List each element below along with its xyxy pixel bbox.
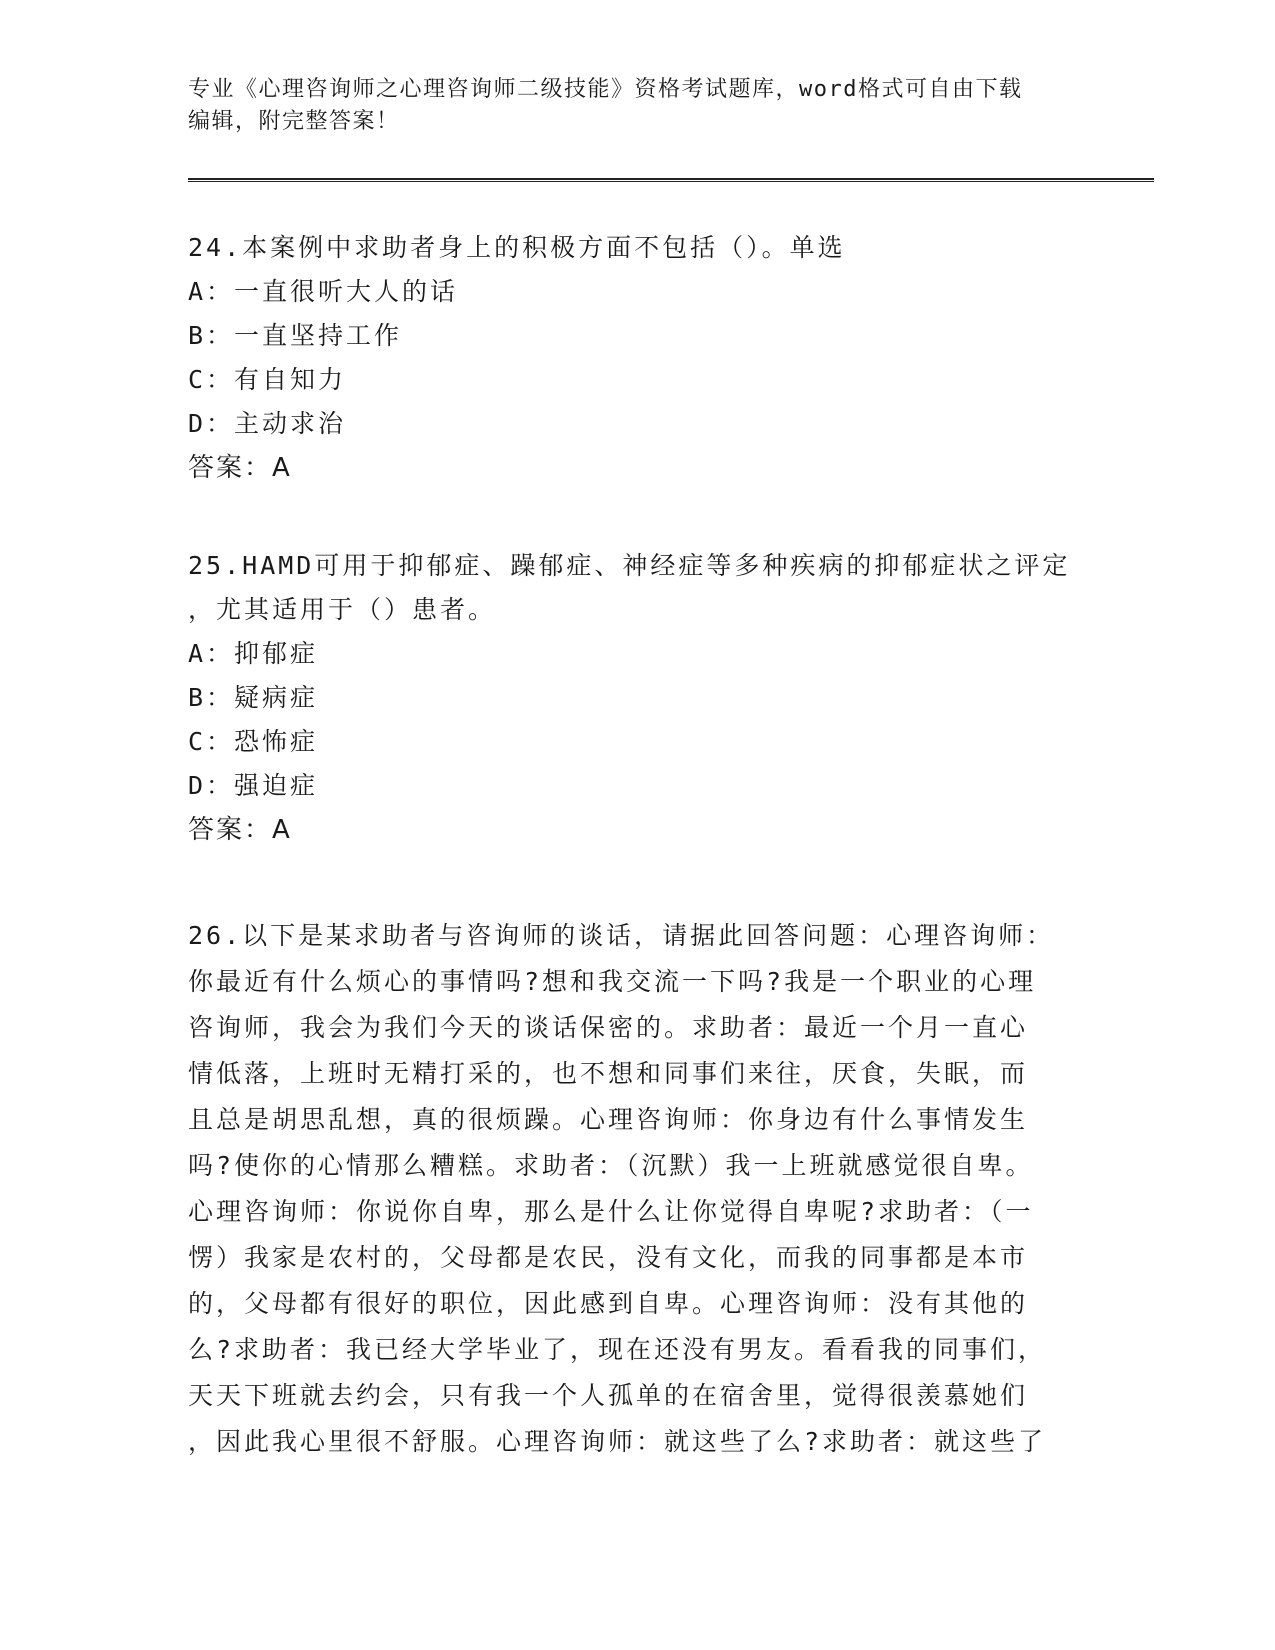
question-25-stem-line-1: 25.HAMD可用于抑郁症、躁郁症、神经症等多种疾病的抑郁症状之评定 (188, 551, 1071, 580)
header-divider (188, 178, 1154, 182)
question-24-option-d: D：主动求治 (188, 409, 347, 438)
header-line-2: 编辑，附完整答案！ (188, 109, 400, 134)
question-26-passage (188, 913, 1088, 1465)
question-25-stem-line-2: ，尤其适用于（）患者。 (188, 595, 497, 624)
document-header (188, 74, 1088, 138)
question-26-line: 你最近有什么烦心的事情吗?想和我交流一下吗?我是一个职业的心理 (188, 967, 1037, 996)
question-25-option-c: C：恐怖症 (188, 727, 319, 756)
question-25-option-a: A：抑郁症 (188, 639, 319, 668)
question-25-option-d: D：强迫症 (188, 771, 319, 800)
header-line-1: 专业《心理咨询师之心理咨询师二级技能》资格考试题库，word格式可自由下载 (188, 77, 1023, 102)
question-26-line: 情低落，上班时无精打采的，也不想和同事们来往，厌食，失眠，而 (188, 1059, 1029, 1088)
question-24-option-a: A：一直很听大人的话 (188, 277, 459, 306)
question-25-option-b: B：疑病症 (188, 683, 319, 712)
question-25-answer: 答案：A (188, 815, 292, 845)
question-26-line: 咨询师，我会为我们今天的谈话保密的。求助者：最近一个月一直心 (188, 1013, 1029, 1042)
question-26-line: 天天下班就去约会，只有我一个人孤单的在宿舍里，觉得很羡慕她们 (188, 1381, 1029, 1410)
question-26-line: 的，父母都有很好的职位，因此感到自卑。心理咨询师：没有其他的 (188, 1289, 1029, 1318)
question-24-stem: 24.本案例中求助者身上的积极方面不包括（）。单选 (188, 233, 846, 262)
question-26-line: 么?求助者：我已经大学毕业了，现在还没有男友。看看我的同事们， (188, 1335, 1047, 1364)
question-26-line: ，因此我心里很不舒服。心理咨询师：就这些了么?求助者：就这些了 (188, 1427, 1047, 1456)
question-24-answer: 答案：A (188, 453, 292, 483)
question-26-line: 愣）我家是农村的，父母都是农民，没有文化，而我的同事都是本市 (188, 1243, 1029, 1272)
question-26-line: 吗?使你的心情那么糟糕。求助者：（沉默）我一上班就感觉很自卑。 (188, 1151, 1034, 1180)
question-26-line: 心理咨询师：你说你自卑，那么是什么让你觉得自卑呢?求助者：（一 (188, 1197, 1034, 1226)
question-26-line: 26.以下是某求助者与咨询师的谈话，请据此回答问题：心理咨询师： (188, 921, 1055, 950)
question-24-option-c: C：有自知力 (188, 365, 347, 394)
question-26-line: 且总是胡思乱想，真的很烦躁。心理咨询师：你身边有什么事情发生 (188, 1105, 1029, 1134)
question-24-option-b: B：一直坚持工作 (188, 321, 403, 350)
